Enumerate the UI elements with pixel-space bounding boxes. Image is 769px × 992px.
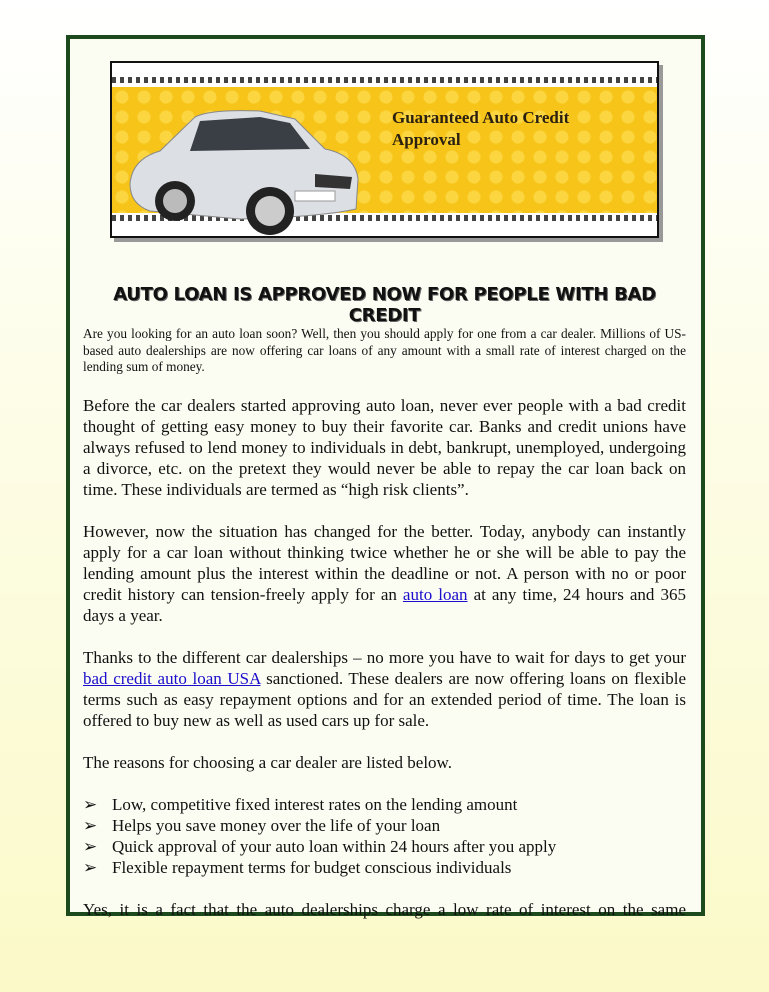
list-item: ➢ Flexible repayment terms for budget conscious individuals [83, 858, 512, 877]
arrow-bullet-icon: ➢ [83, 837, 98, 856]
article-title: AUTO LOAN IS APPROVED NOW FOR PEOPLE WITH BAD CREDIT [113, 284, 656, 326]
banner-image [110, 61, 659, 238]
bad-credit-auto-loan-link[interactable]: bad credit auto loan USA [83, 669, 261, 688]
arrow-bullet-icon: ➢ [83, 858, 98, 877]
paragraph: Before the car dealers started approving auto loan, never ever people with a bad credit thought of getting easy money to buy their favorite car. Banks and credit unions have always refused to lend money to individuals in debt, bankrupt, unemployed, undergoing a divorce, etc. on the pretext they would never be able to repay the car loan back on time. These individuals are termed as “high risk clients”. [83, 396, 686, 499]
arrow-bullet-icon: ➢ [83, 816, 98, 835]
checker-strip [112, 77, 657, 83]
car-image [120, 89, 370, 238]
reasons-list [83, 794, 686, 878]
auto-loan-link[interactable]: auto loan [402, 585, 468, 604]
banner-title: Guaranteed Auto Credit Approval [392, 108, 570, 149]
intro-paragraph: Are you looking for an auto loan soon? Well, then you should apply for one from a car dealer. Millions of US-based auto dealerships are now offering car loans of any amount with a small rate of interest charged on the lending sum of money. [83, 326, 686, 375]
page-frame [66, 35, 705, 919]
list-item: ➢ Quick approval of your auto loan within 24 hours after you apply [83, 837, 557, 856]
paragraph: Yes, it is a fact that the auto dealerships charge a low rate of interest on the same [83, 900, 686, 919]
list-item: ➢ Low, competitive fixed interest rates on the lending amount [83, 795, 518, 814]
list-item: ➢ Helps you save money over the life of your loan [83, 816, 441, 835]
paragraph: Thanks to the different car dealerships – no more you have to wait for days to get your bad credit auto loan USA sanctioned. These dealers are now offering loans on flexible terms such as easy repayment options and for an extended period of time. The loan is offered to buy new as well as used cars up for sale. [83, 648, 686, 730]
arrow-bullet-icon: ➢ [83, 795, 98, 814]
paragraph: The reasons for choosing a car dealer are listed below. [83, 753, 452, 772]
paragraph: However, now the situation has changed for the better. Today, anybody can instantly apply for a car loan without thinking twice whether he or she will be able to pay the lending amount plus the interest within the deadline or not. A person with no or poor credit history can tension-freely apply for an auto loan at any time, 24 hours and 365 days a year. [83, 522, 686, 625]
